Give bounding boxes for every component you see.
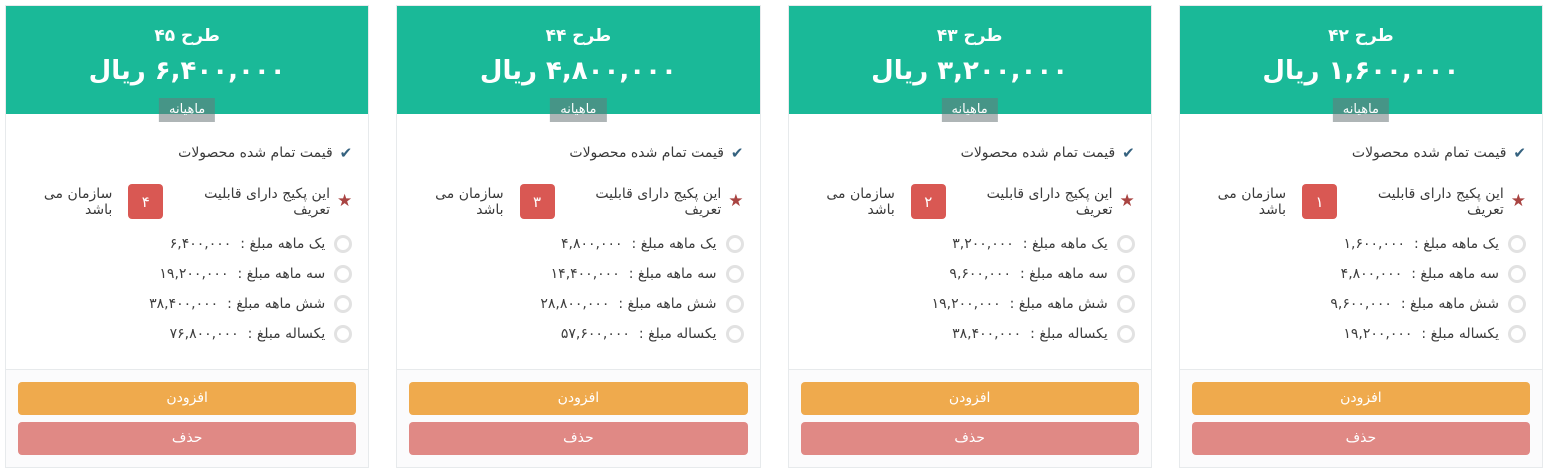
- option-label: یک ماهه مبلغ :: [1414, 236, 1499, 252]
- radio-button[interactable]: [1117, 265, 1135, 283]
- radio-button[interactable]: [1508, 235, 1526, 253]
- delete-button[interactable]: حذف: [18, 422, 356, 455]
- option-amount: ۴,۸۰۰,۰۰۰: [1340, 266, 1403, 282]
- feature-cost-label: قیمت تمام شده محصولات: [960, 145, 1116, 161]
- billing-option-3month[interactable]: [22, 265, 352, 283]
- feature-org-row: [413, 184, 743, 219]
- feature-org-suffix: سازمان می باشد: [826, 185, 895, 218]
- option-label: یکساله مبلغ :: [1030, 326, 1108, 342]
- monthly-badge: ماهیانه: [941, 98, 997, 122]
- monthly-badge: ماهیانه: [550, 98, 606, 122]
- billing-option-3month[interactable]: [1196, 265, 1526, 283]
- plan-title: طرح ۴۵: [154, 26, 220, 46]
- option-amount: ۱۹,۲۰۰,۰۰۰: [159, 266, 229, 282]
- option-label: یکساله مبلغ :: [247, 326, 326, 342]
- plans-row: [5, 5, 1543, 468]
- option-label: سه ماهه مبلغ :: [1019, 266, 1108, 282]
- option-amount: ۹,۶۰۰,۰۰۰: [949, 266, 1011, 282]
- plan-body: [6, 114, 368, 369]
- radio-button[interactable]: [334, 295, 352, 313]
- plan-header: [397, 6, 759, 117]
- option-amount: ۴,۸۰۰,۰۰۰: [560, 236, 623, 252]
- plan-title: طرح ۴۳: [936, 26, 1003, 46]
- monthly-badge: ماهیانه: [1333, 98, 1389, 122]
- plan-price: [1190, 56, 1532, 86]
- plan-card: [396, 5, 760, 468]
- billing-option-1year[interactable]: [22, 325, 352, 343]
- option-amount: ۷۶,۸۰۰,۰۰۰: [169, 326, 239, 342]
- check-icon: ✔: [730, 144, 744, 162]
- option-label: سه ماهه مبلغ :: [1411, 266, 1499, 282]
- feature-cost-row: [22, 144, 352, 162]
- billing-option-1year[interactable]: [805, 325, 1135, 343]
- radio-button[interactable]: [334, 235, 352, 253]
- feature-org-suffix: سازمان می باشد: [1217, 185, 1287, 218]
- option-amount: ۱,۶۰۰,۰۰۰: [1343, 236, 1406, 252]
- plan-price-currency: ریال: [1262, 56, 1320, 86]
- radio-button[interactable]: [334, 265, 352, 283]
- plan-body: [397, 114, 759, 369]
- plan-title: طرح ۴۲: [1328, 26, 1394, 46]
- feature-cost-row: [413, 144, 743, 162]
- check-icon: ✔: [1122, 144, 1135, 162]
- plan-price: [799, 56, 1141, 86]
- star-icon: ★: [337, 191, 353, 211]
- radio-button[interactable]: [726, 235, 744, 253]
- plan-price-amount: ۴,۸۰۰,۰۰۰: [546, 56, 677, 86]
- feature-org-suffix: سازمان می باشد: [435, 185, 504, 218]
- option-label: یک ماهه مبلغ :: [631, 236, 717, 252]
- feature-cost-label: قیمت تمام شده محصولات: [1351, 145, 1507, 161]
- billing-option-1year[interactable]: [413, 325, 743, 343]
- feature-cost-label: قیمت تمام شده محصولات: [178, 145, 333, 161]
- delete-button[interactable]: حذف: [801, 422, 1139, 455]
- org-count-badge: ۴: [128, 184, 163, 219]
- radio-button[interactable]: [726, 265, 744, 283]
- option-amount: ۳,۲۰۰,۰۰۰: [952, 236, 1014, 252]
- add-button[interactable]: افزودن: [18, 382, 356, 415]
- check-icon: ✔: [339, 144, 353, 162]
- feature-org-row: [805, 184, 1135, 219]
- radio-button[interactable]: [1508, 265, 1526, 283]
- plan-header: [1180, 6, 1542, 117]
- feature-org-suffix: سازمان می باشد: [43, 185, 113, 218]
- option-label: یکساله مبلغ :: [638, 326, 717, 342]
- option-label: سه ماهه مبلغ :: [237, 266, 326, 282]
- plan-footer: [1180, 369, 1542, 467]
- feature-org-row: [1196, 184, 1526, 219]
- plan-price-amount: ۳,۲۰۰,۰۰۰: [937, 56, 1069, 86]
- plan-price: [407, 56, 749, 86]
- feature-cost-row: [805, 144, 1135, 162]
- add-button[interactable]: افزودن: [801, 382, 1139, 415]
- plan-title: طرح ۴۴: [545, 26, 612, 46]
- plan-body: [789, 114, 1151, 369]
- feature-org-row: [22, 184, 352, 219]
- plan-header: [6, 6, 368, 117]
- billing-option-3month[interactable]: [413, 265, 743, 283]
- billing-option-1month[interactable]: [22, 235, 352, 253]
- radio-button[interactable]: [1117, 295, 1135, 313]
- billing-option-1month[interactable]: [805, 235, 1135, 253]
- radio-button[interactable]: [1508, 325, 1526, 343]
- star-icon: ★: [1119, 191, 1135, 211]
- radio-button[interactable]: [334, 325, 352, 343]
- option-label: یک ماهه مبلغ :: [240, 236, 326, 252]
- monthly-badge: ماهیانه: [159, 98, 215, 122]
- org-count-badge: ۲: [911, 184, 946, 219]
- option-amount: ۹,۶۰۰,۰۰۰: [1330, 296, 1392, 312]
- org-count-badge: ۱: [1302, 184, 1337, 219]
- plan-price-currency: ریال: [871, 56, 929, 86]
- add-button[interactable]: افزودن: [1192, 382, 1530, 415]
- radio-button[interactable]: [1508, 295, 1526, 313]
- check-icon: ✔: [1513, 144, 1526, 162]
- plan-price-amount: ۱,۶۰۰,۰۰۰: [1328, 56, 1460, 86]
- option-amount: ۱۹,۲۰۰,۰۰۰: [931, 296, 1001, 312]
- option-amount: ۲۸,۸۰۰,۰۰۰: [540, 296, 610, 312]
- plan-price: [16, 56, 358, 86]
- radio-button[interactable]: [1117, 325, 1135, 343]
- delete-button[interactable]: حذف: [1192, 422, 1530, 455]
- plan-header: [789, 6, 1151, 117]
- plan-body: [1180, 114, 1542, 369]
- billing-option-1month[interactable]: [1196, 235, 1526, 253]
- option-amount: ۵۷,۶۰۰,۰۰۰: [560, 326, 630, 342]
- feature-org-prefix: این پکیج دارای قابلیت تعریف: [204, 185, 330, 218]
- feature-org-prefix: این پکیج دارای قابلیت تعریف: [986, 185, 1113, 218]
- radio-button[interactable]: [1117, 235, 1135, 253]
- plan-footer: [789, 369, 1151, 467]
- billing-option-1year[interactable]: [1196, 325, 1526, 343]
- option-label: شش ماهه مبلغ :: [1009, 296, 1108, 312]
- option-label: شش ماهه مبلغ :: [1400, 296, 1499, 312]
- plan-card: [5, 5, 369, 468]
- plan-footer: [397, 369, 759, 467]
- star-icon: ★: [728, 191, 744, 211]
- radio-button[interactable]: [726, 295, 744, 313]
- option-label: یکساله مبلغ :: [1421, 326, 1499, 342]
- billing-option-6month[interactable]: [413, 295, 743, 313]
- plan-price-amount: ۶,۴۰۰,۰۰۰: [154, 56, 286, 86]
- billing-option-6month[interactable]: [22, 295, 352, 313]
- option-label: یک ماهه مبلغ :: [1022, 236, 1108, 252]
- delete-button[interactable]: حذف: [409, 422, 747, 455]
- option-label: شش ماهه مبلغ :: [227, 296, 326, 312]
- option-amount: ۳۸,۴۰۰,۰۰۰: [952, 326, 1022, 342]
- plan-price-currency: ریال: [479, 56, 537, 86]
- billing-option-6month[interactable]: [805, 295, 1135, 313]
- radio-button[interactable]: [726, 325, 744, 343]
- option-amount: ۶,۴۰۰,۰۰۰: [169, 236, 232, 252]
- org-count-badge: ۳: [520, 184, 555, 219]
- plan-card: [1179, 5, 1543, 468]
- billing-option-1month[interactable]: [413, 235, 743, 253]
- option-label: شش ماهه مبلغ :: [618, 296, 717, 312]
- option-amount: ۳۸,۴۰۰,۰۰۰: [149, 296, 219, 312]
- plan-card: [788, 5, 1152, 468]
- billing-option-3month[interactable]: [805, 265, 1135, 283]
- option-amount: ۱۹,۲۰۰,۰۰۰: [1343, 326, 1413, 342]
- plan-price-currency: ریال: [88, 56, 146, 86]
- add-button[interactable]: افزودن: [409, 382, 747, 415]
- billing-option-6month[interactable]: [1196, 295, 1526, 313]
- star-icon: ★: [1510, 191, 1526, 211]
- option-label: سه ماهه مبلغ :: [628, 266, 717, 282]
- plan-footer: [6, 369, 368, 467]
- feature-cost-row: [1196, 144, 1526, 162]
- feature-org-prefix: این پکیج دارای قابلیت تعریف: [1377, 185, 1504, 218]
- feature-cost-label: قیمت تمام شده محصولات: [569, 145, 724, 161]
- option-amount: ۱۴,۴۰۰,۰۰۰: [550, 266, 620, 282]
- feature-org-prefix: این پکیج دارای قابلیت تعریف: [595, 185, 722, 218]
